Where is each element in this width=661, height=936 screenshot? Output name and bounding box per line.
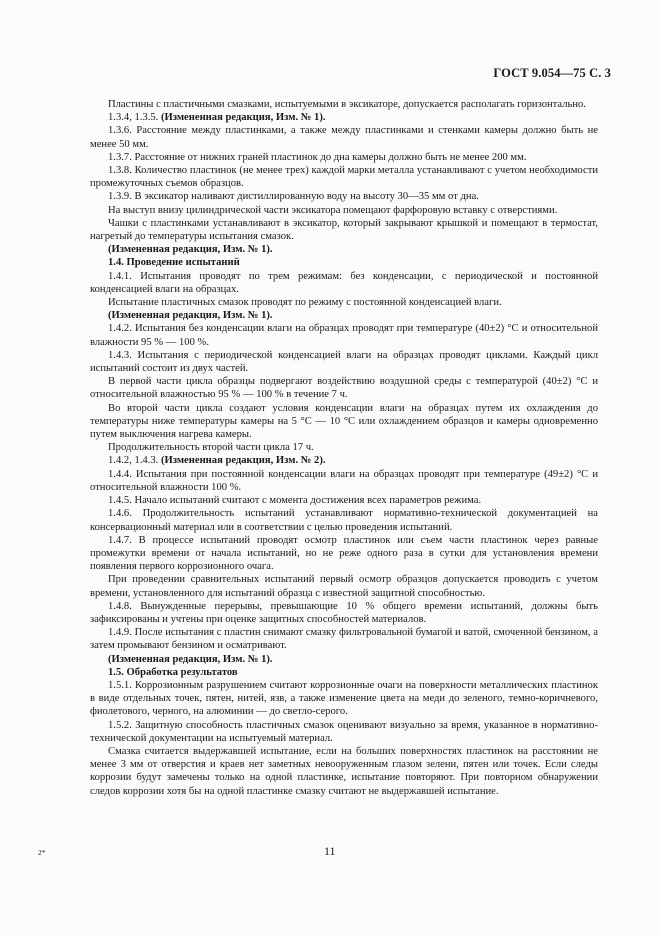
- paragraph: 1.4.6. Продолжительность испытаний устанавливают нормативно-технической документацией на консервационный материал или в соответствии с целью проведения испытаний.: [90, 508, 598, 533]
- paragraph: Испытание пластичных смазок проводят по режиму с постоянной конденсацией влаги.: [108, 297, 502, 309]
- paragraph: 1.4.3. Испытания с периодической конденсацией влаги на образцах проводят циклами. Каждый цикл испытаний состоит из двух частей.: [90, 349, 598, 375]
- paragraph: 1.3.6. Расстояние между пластинками, а также между пластинками и стенками камеры должно быть не менее 50 мм.: [90, 125, 598, 150]
- paragraph: 1.4.9. После испытания с пластин снимают смазку фильтровальной бумагой и ватой, смоченной бензином, а затем промывают бензином и осматривают.: [90, 627, 598, 652]
- paragraph: В первой части цикла образцы подвергают воздействию воздушной среды с температурой (40±2) °С и относительной влажностью 95 % — 100 % в течение 7 ч.: [90, 376, 598, 401]
- paragraph: 1.4.5. Начало испытаний считают с момента достижения всех параметров режима.: [108, 495, 482, 507]
- paragraph: 1.3.9. В эксикатор наливают дистиллированную воду на высоту 30—35 мм от дна.: [108, 191, 479, 203]
- paragraph: Во второй части цикла создают условия конденсации влаги на образцах путем их охлаждения до температуры ниже температуры камеры на 5 °С — 10 °С или охлаждением образцов и камеры одновременно путем выключения нагрева камеры.: [90, 402, 598, 441]
- paragraph: Смазка считается выдержавшей испытание, если на больших поверхностях пластинок на расстоянии не менее 3 мм от отверстия и краев нет заметных невооруженным глазом зелени, пятен или точек. Если следы коррозии будут замечены только на одной пластинке, испытание повторяют. При повторном обнаружении следов коррозии хотя бы на одной пластинке смазку считают не выдержавшей испытание.: [90, 745, 598, 797]
- section-heading: 1.4. Проведение испытаний: [108, 257, 240, 269]
- paragraph: 1.4.8. Вынужденные перерывы, превышающие 10 % общего времени испытаний, должны быть зафиксированы и учтены при оценке защитных способностей материалов.: [90, 600, 598, 625]
- paragraph: 1.5.1. Коррозионным разрушением считают коррозионные очаги на поверхности металлических пластинок в виде отдельных точек, пятен, нитей, язв, а также изменение цвета на меди до зеленого, темно-коричневого, фиолетового, черного, на алюминии — до светло-серого.: [90, 679, 598, 718]
- page-number: 11: [324, 844, 336, 858]
- paragraph: Чашки с пластинками устанавливают в эксикатор, который закрывают крышкой и помещают в термостат, нагретый до температуры испытания смазок.: [90, 217, 598, 243]
- body-text: [90, 98, 598, 798]
- section-heading: 1.5. Обработка результатов: [108, 666, 238, 678]
- paragraph: При проведении сравнительных испытаний первый осмотр образцов допускается проводить с учетом времени, установленного для испытаний образца с известной защитной способностью.: [90, 574, 598, 599]
- amendment-note: (Измененная редакция, Изм. № 1).: [108, 310, 273, 322]
- paragraph: 1.3.7. Расстояние от нижних граней пластинок до дна камеры должно быть не менее 200 мм.: [108, 151, 527, 163]
- paragraph: На выступ внизу цилиндрической части эксикатора помещают фарфоровую вставку с отверстиями.: [108, 204, 558, 216]
- paragraph: Пластины с пластичными смазками, испытуемыми в эксикаторе, допускается располагать горизонтально.: [108, 99, 586, 110]
- paragraph: 1.4.4. Испытания при постоянной конденсации влаги на образцах проводят при температуре (49±2) °С и относительной влажности 100 %.: [90, 468, 598, 493]
- paragraph: 1.4.7. В процессе испытаний проводят осмотр пластинок или съем части пластинок через равные промежутки времени от начала испытаний, но не реже одного раза в сутки для установления времени появления первого коррозионного очага.: [90, 534, 598, 573]
- paragraph: 1.4.2. Испытания без конденсации влаги на образцах проводят при температуре (40±2) °С и относительной влажности 95 % — 100 %.: [90, 323, 598, 348]
- amendment-note: (Измененная редакция, Изм. № 1).: [108, 244, 273, 256]
- signature-mark: 2*: [38, 848, 46, 857]
- paragraph: Продолжительность второй части цикла 17 ч.: [108, 442, 314, 454]
- paragraph: 1.5.2. Защитную способность пластичных смазок оценивают визуально за время, указанное в нормативно-технической документации на испытуемый материал.: [90, 719, 598, 744]
- paragraph: 1.3.4, 1.3.5. (Измененная редакция, Изм. № 1).: [108, 112, 326, 124]
- paragraph: 1.3.8. Количество пластинок (не менее трех) каждой марки металла устанавливают с учетом необходимости промежуточных съемов образцов.: [90, 165, 598, 190]
- paragraph: 1.4.1. Испытания проводят по трем режимам: без конденсации, с периодической и постоянной конденсацией влаги на образцах.: [90, 270, 598, 295]
- page-header: ГОСТ 9.054—75 С. 3: [493, 66, 611, 80]
- paragraph: 1.4.2, 1.4.3. (Измененная редакция, Изм. № 2).: [108, 455, 326, 467]
- amendment-note: (Измененная редакция, Изм. № 1).: [108, 653, 273, 665]
